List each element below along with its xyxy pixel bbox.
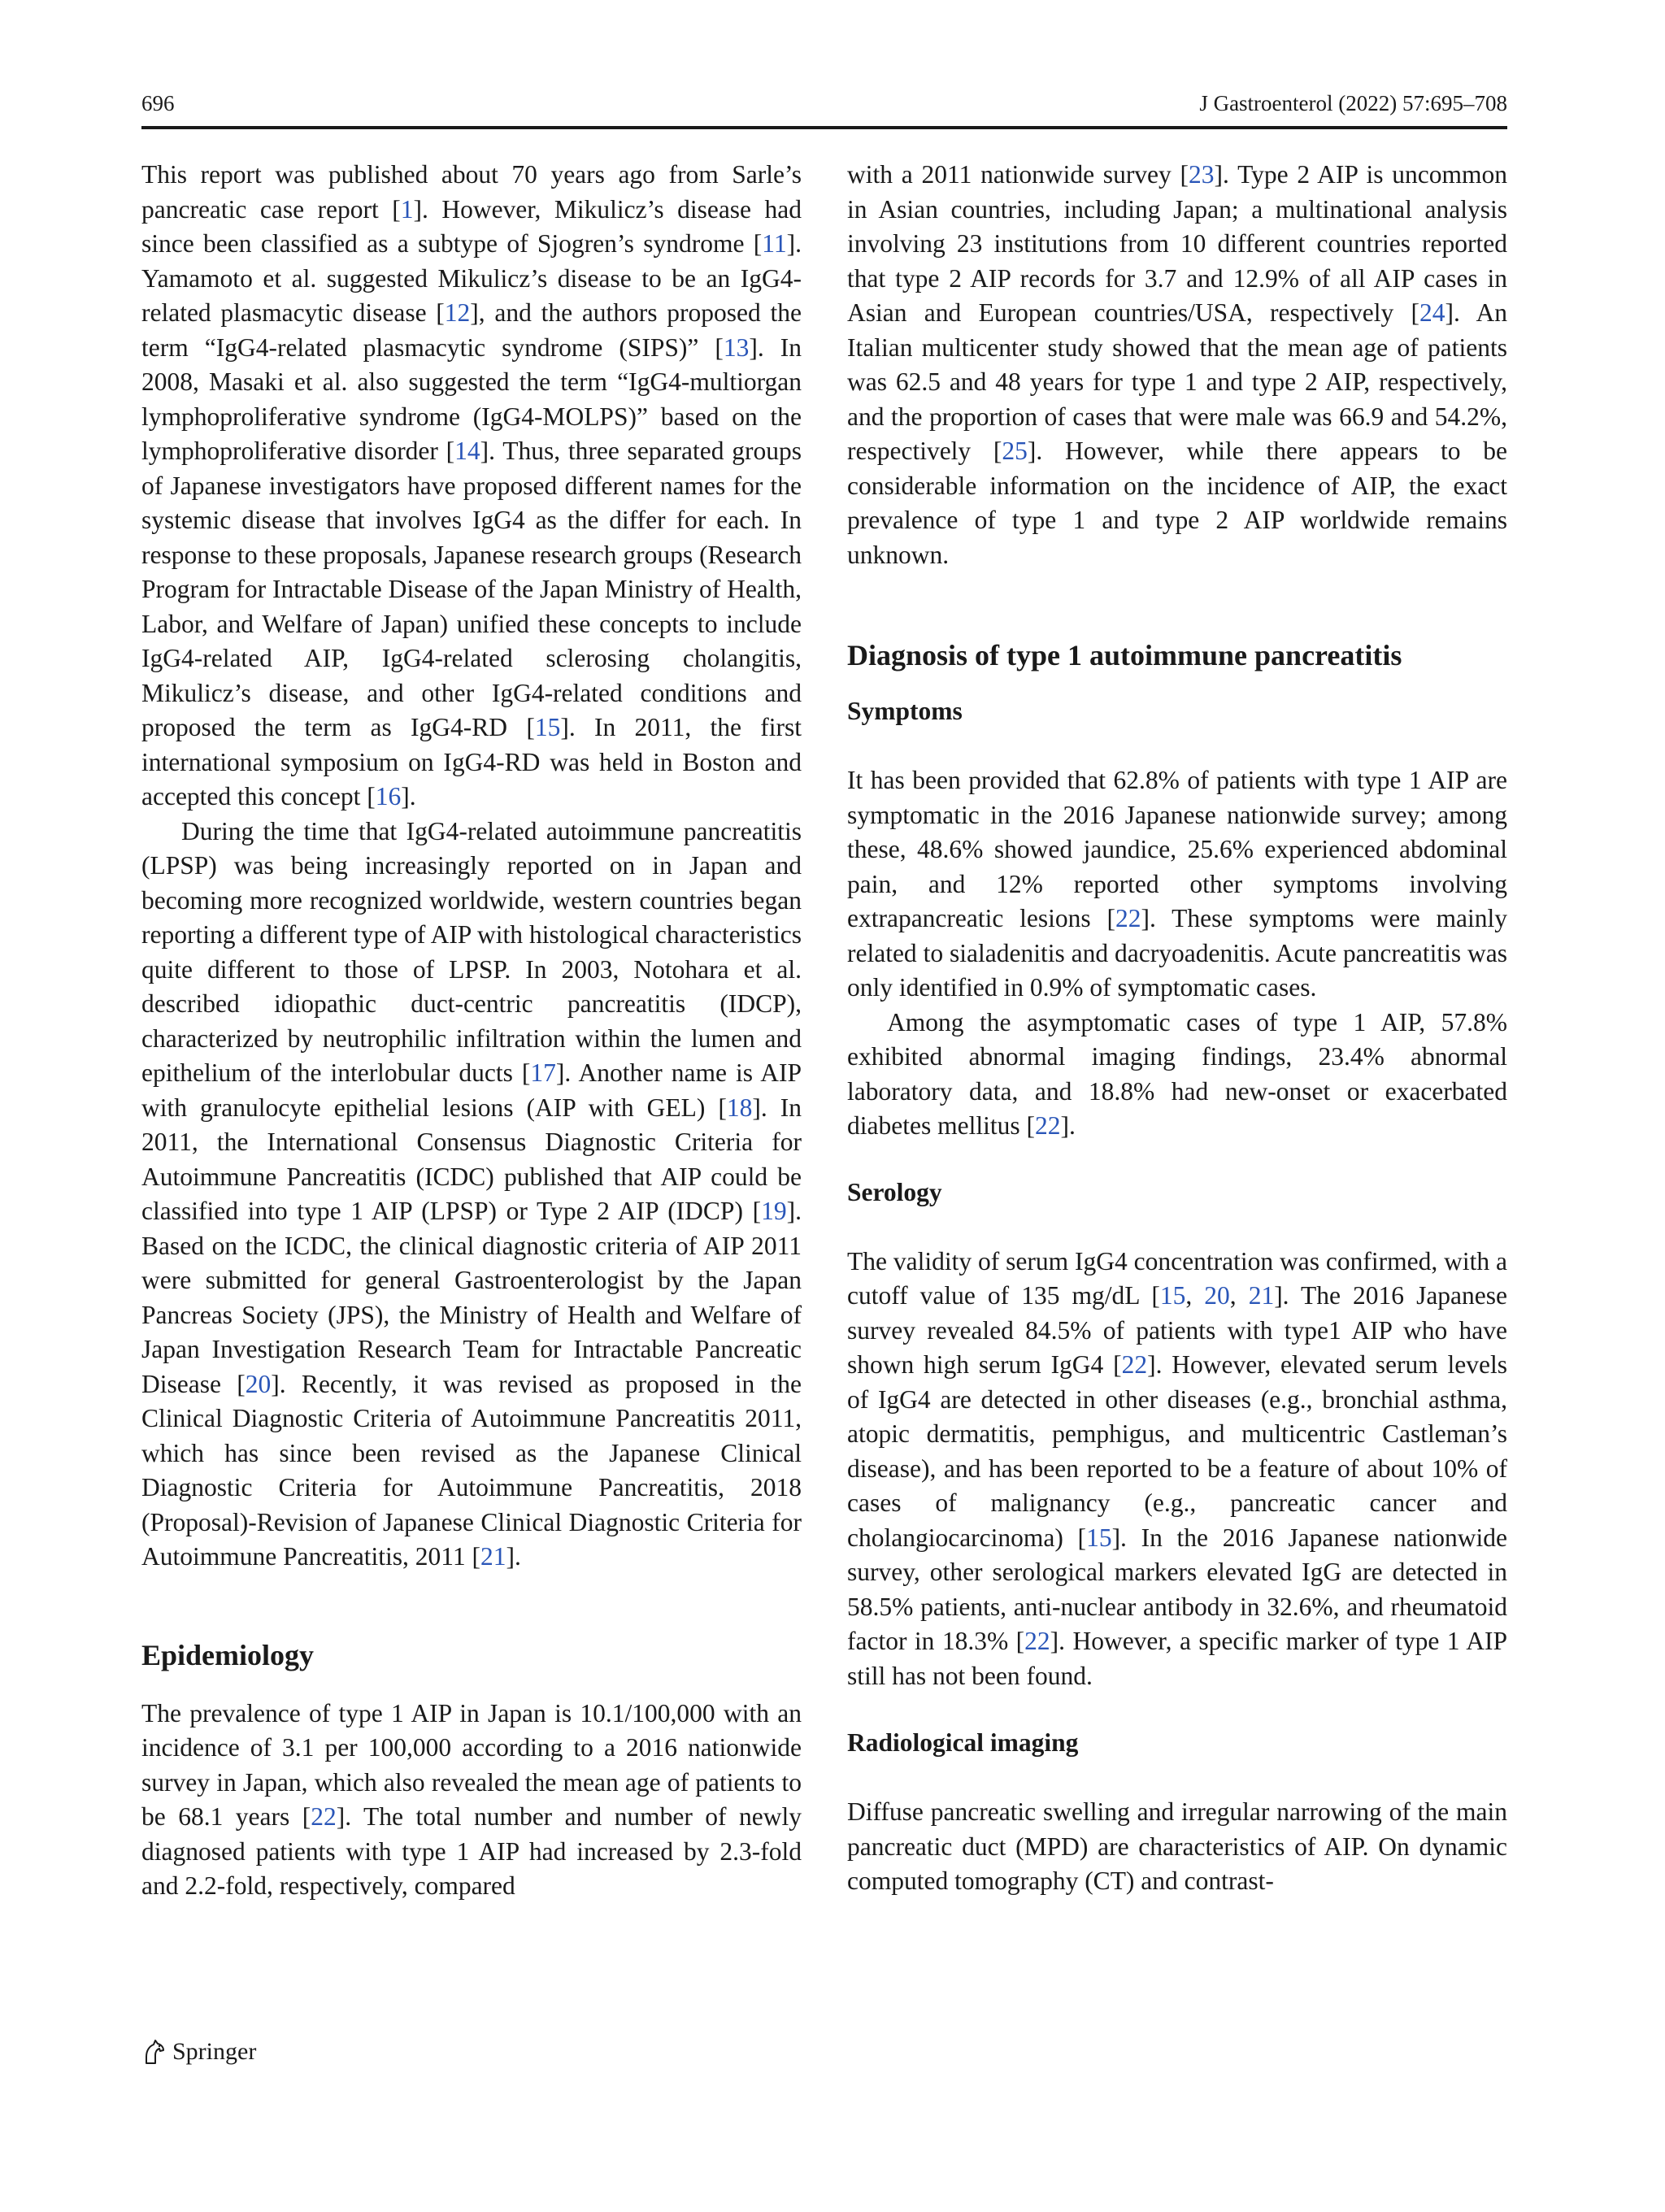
- citation-link[interactable]: 19: [761, 1197, 787, 1225]
- citation-link[interactable]: 15: [1086, 1523, 1112, 1552]
- citation-link[interactable]: 22: [1121, 1350, 1148, 1379]
- citation-link[interactable]: 20: [245, 1369, 272, 1398]
- citation-link[interactable]: 22: [1024, 1627, 1050, 1655]
- citation-link[interactable]: 24: [1419, 298, 1445, 327]
- citation-link[interactable]: 11: [762, 229, 787, 258]
- subsection-heading-serology: Serology: [847, 1177, 942, 1206]
- paragraph: It has been provided that 62.8% of patients with type 1 AIP are symptomatic in the 2016 Japanese nationwide survey; among these, 48.6% showed jaundice, 25.6% experienced abdominal pain, and 12% reported other symptoms involving extrapancreatic lesions [22]. These symptoms were mainly related to sialadenitis and dacryoadenitis. Acute pancreatitis was only identified in 0.9% of symptomatic cases.: [847, 766, 1507, 1002]
- citation-link[interactable]: 21: [480, 1542, 506, 1571]
- citation-link[interactable]: 22: [1115, 904, 1141, 932]
- page-number: 696: [141, 91, 175, 115]
- citation-link[interactable]: 15: [534, 713, 561, 741]
- subsection-heading-symptoms: Symptoms: [847, 697, 963, 725]
- paragraph: The validity of serum IgG4 concentration was confirmed, with a cutoff value of 135 mg/dL [15, 20, 21]. The 2016 Japanese survey revealed 84.5% of patients with type1 AIP who have shown high serum IgG4 [22]. However, elevated serum levels of IgG4 are detected in other diseases (e.g., bronchial asthma, atopic dermatitis, pemphigus, and multicentric Castleman’s disease), and has been reported to be a feature of about 10% of cases of malignancy (e.g., pancreatic cancer and cholangiocarcinoma) [15]. In the 2016 Japanese nationwide survey, other serological markers elevated IgG are detected in 58.5% patients, anti-nuclear antibody in 32.6%, and rheumatoid factor in 18.3% [22]. However, a specific marker of type 1 AIP still has not been found.: [847, 1246, 1508, 1690]
- subsection-heading-radiological-imaging: Radiological imaging: [847, 1728, 1079, 1757]
- citation-link[interactable]: 20: [1204, 1281, 1230, 1310]
- citation-link[interactable]: 23: [1189, 160, 1215, 189]
- publisher-name: Springer: [172, 2038, 257, 2065]
- paragraph: The prevalence of type 1 AIP in Japan is 10.1/100,000 with an incidence of 3.1 per 100,000 according to a 2016 nationwide survey in Japan, which also revealed the mean age of patients to be 68.1 years [22]. The total number and number of newly diagnosed patients with type 1 AIP had increased by 2.3-fold and 2.2-fold, respectively, compared: [141, 1698, 802, 1900]
- paragraph: This report was published about 70 years ago from Sarle’s pancreatic case report [1]. However, Mikulicz’s disease had since been classified as a subtype of Sjogren’s syndrome [11]. Yamamoto et al. suggested Mikulicz’s disease to be an IgG4-related plasmacytic disease [12], and the authors proposed the term “IgG4-related plasmacytic syndrome (SIPS)” [13]. In 2008, Masaki et al. also suggested the term “IgG4-multiorgan lymphoproliferative syndrome (IgG4-MOLPS)” based on the lymphoproliferative disorder [14]. Thus, three separated groups of Japanese investigators have proposed different names for the systemic disease that involves IgG4 as the differ for each. In response to these proposals, Japanese research groups (Research Program for Intractable Disease of the Japan Ministry of Health, Labor, and Welfare of Japan) unified these concepts to include IgG4-related AIP, IgG4-related sclerosing cholangitis, Mikulicz’s disease, and other IgG4-related conditions and proposed the term as IgG4-RD [15]. In 2011, the first international symposium on IgG4-RD was held in Boston and accepted this concept [16].: [141, 160, 802, 810]
- citation-link[interactable]: 18: [726, 1093, 753, 1122]
- citation-link[interactable]: 14: [454, 437, 480, 465]
- springer-horse-icon: [141, 2039, 166, 2065]
- paragraph: with a 2011 nationwide survey [23]. Type 2 AIP is uncommon in Asian countries, including Japan; a multinational analysis involving 23 institutions from 10 different countries reported that type 2 AIP records for 3.7 and 12.9% of all AIP cases in Asian and European countries/USA, respectively [24]. An Italian multicenter study showed that the mean age of patients was 62.5 and 48 years for type 1 and type 2 AIP, respectively, and the proportion of cases that were male was 66.9 and 54.2%, respectively [25]. However, while there appears to be considerable information on the incidence of AIP, the exact prevalence of type 1 and type 2 AIP worldwide remains unknown.: [847, 160, 1507, 569]
- paragraph: Among the asymptomatic cases of type 1 AIP, 57.8% exhibited abnormal imaging findings, 23.4% abnormal laboratory data, and 18.8% had new-onset or exacerbated diabetes mellitus [22].: [847, 1007, 1507, 1140]
- citation-link[interactable]: 25: [1002, 437, 1028, 465]
- right-column: [847, 158, 1507, 1899]
- journal-reference: J Gastroenterol (2022) 57:695–708: [1199, 91, 1507, 115]
- citation-link[interactable]: 21: [1248, 1281, 1275, 1310]
- footer: [141, 2038, 256, 2066]
- paragraph: Diffuse pancreatic swelling and irregular narrowing of the main pancreatic duct (MPD) are characteristics of AIP. On dynamic computed tomography (CT) and contrast-: [847, 1797, 1507, 1895]
- citation-link[interactable]: 15: [1159, 1281, 1186, 1310]
- section-heading-diagnosis: Diagnosis of type 1 autoimmune pancreatitis: [847, 639, 1402, 671]
- citation-link[interactable]: 22: [1034, 1111, 1061, 1140]
- citation-link[interactable]: 22: [311, 1802, 337, 1831]
- citation-link[interactable]: 1: [400, 194, 414, 224]
- citation-link[interactable]: 13: [723, 332, 750, 362]
- citation-link[interactable]: 17: [530, 1058, 556, 1087]
- left-column: [141, 158, 802, 1904]
- citation-link[interactable]: 12: [444, 298, 471, 327]
- header-rule: [141, 126, 1507, 129]
- citation-link[interactable]: 16: [375, 782, 402, 810]
- section-heading-epidemiology: Epidemiology: [141, 1638, 315, 1671]
- paragraph: During the time that IgG4-related autoimmune pancreatitis (LPSP) was being increasingly reported on in Japan and becoming more recognized worldwide, western countries began reporting a different type of AIP with histological characteristics quite different to those of LPSP. In 2003, Notohara et al. described idiopathic duct-centric pancreatitis (IDCP), characterized by neutrophilic infiltration within the lumen and epithelium of the interlobular ducts [17]. Another name is AIP with granulocyte epithelial lesions (AIP with GEL) [18]. In 2011, the International Consensus Diagnostic Criteria for Autoimmune Pancreatitis (ICDC) published that AIP could be classified into type 1 AIP (LPSP) or Type 2 AIP (IDCP) [19]. Based on the ICDC, the clinical diagnostic criteria of AIP 2011 were submitted for general Gastroenterologist by the Japan Pancreas Society (JPS), the Ministry of Health and Welfare of Japan Investigation Research Team for Intractable Pancreatic Disease [20]. Recently, it was revised as proposed in the Clinical Diagnostic Criteria of Autoimmune Pancreatitis 2011, which has since been revised as the Japanese Clinical Diagnostic Criteria for Autoimmune Pancreatitis, 2018 (Proposal)-Revision of Japanese Clinical Diagnostic Criteria for Autoimmune Pancreatitis, 2011 [21].: [141, 816, 802, 1571]
